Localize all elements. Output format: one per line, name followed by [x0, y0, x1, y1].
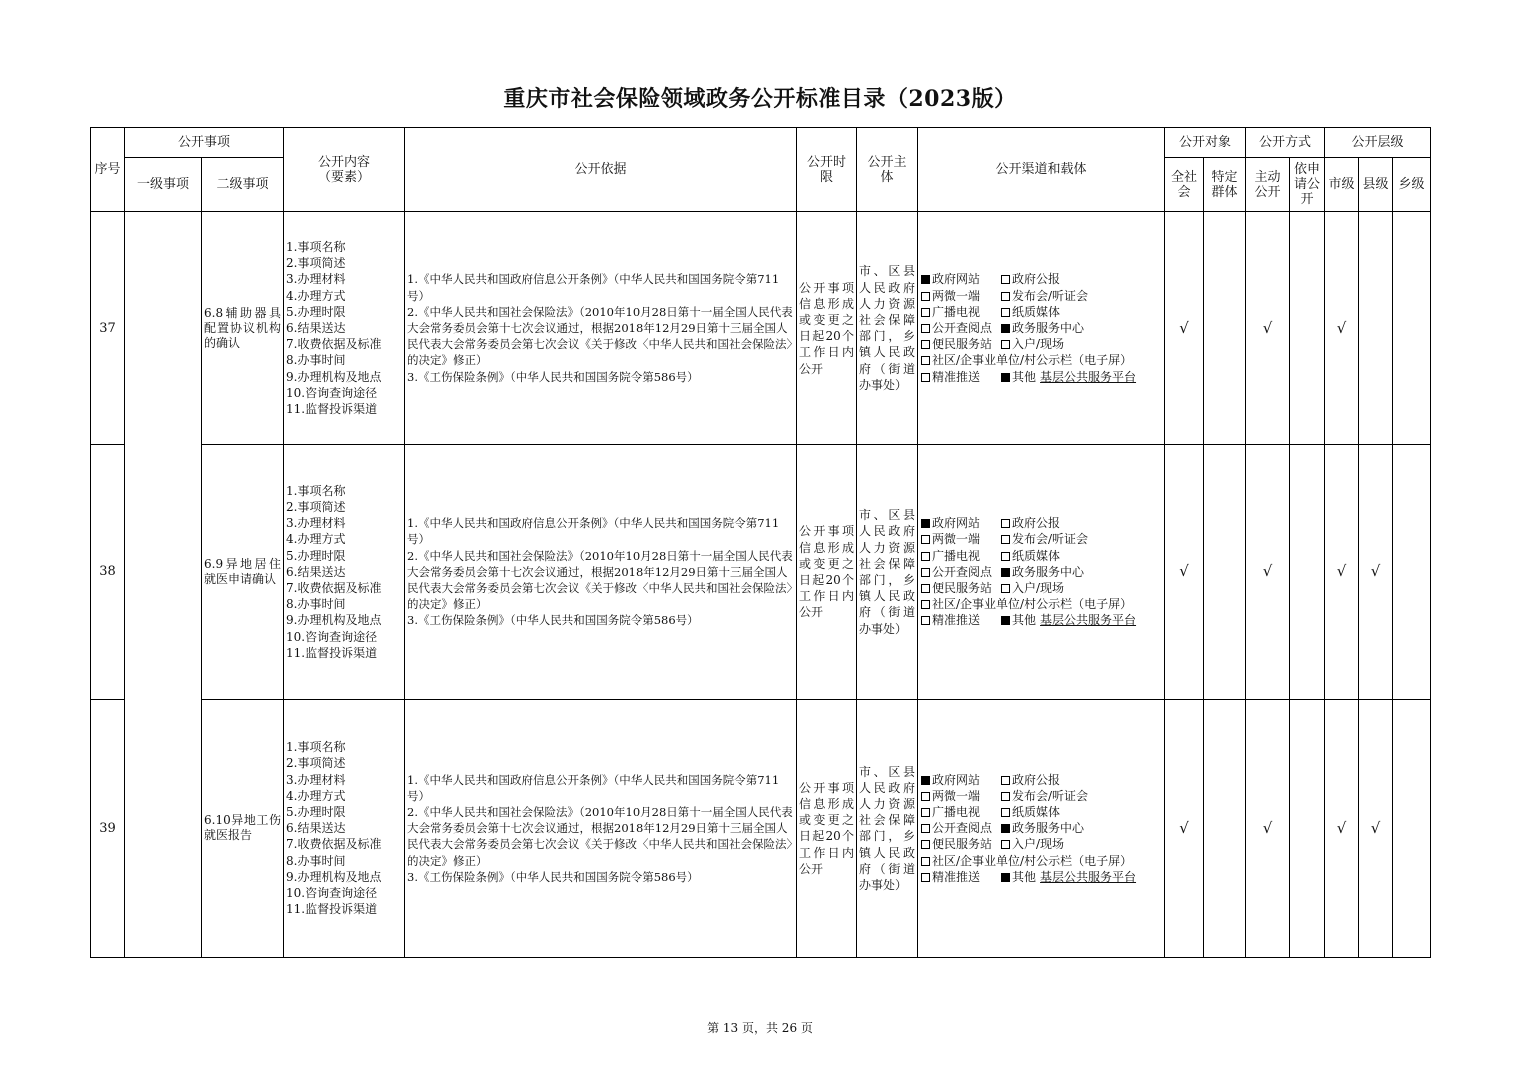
header-level-city: 市级 [1325, 158, 1359, 212]
channel-option [921, 804, 1001, 820]
channel-option [921, 612, 1001, 628]
channel-label: 便民服务站 [932, 337, 993, 352]
channel-option [921, 369, 1001, 385]
channel-label: 政府网站 [932, 516, 981, 531]
row-content [284, 699, 405, 957]
checked-box-icon [1001, 873, 1010, 882]
channel-option [1001, 564, 1084, 580]
row-mark-request [1290, 445, 1325, 699]
unchecked-box-icon [1001, 519, 1010, 528]
channel-option [921, 580, 1001, 596]
channel-option [1001, 369, 1136, 385]
basis-item: 3.《工伤保险条例》（中华人民共和国国务院令第586号） [407, 369, 699, 384]
channel-option [1001, 836, 1064, 852]
unchecked-box-icon [1001, 535, 1010, 544]
row-mark-specific [1204, 212, 1246, 445]
checked-box-icon [1001, 824, 1010, 833]
channel-option [1001, 804, 1060, 820]
unchecked-box-icon [1001, 292, 1010, 301]
content-item: 3.办理材料 [286, 516, 346, 531]
channel-option [921, 288, 1001, 304]
unchecked-box-icon [921, 873, 930, 882]
channel-label: 发布会/听证会 [1012, 788, 1089, 803]
channel-label: 政务服务中心 [1012, 564, 1085, 579]
channel-option [1001, 548, 1060, 564]
row-level2: 6.9异地居住就医申请确认 [202, 445, 284, 699]
header-content: 公开内容（要素） [284, 128, 405, 212]
content-item: 11.监督投诉渠道 [286, 402, 378, 417]
channel-note: 基层公共服务平台 [1040, 869, 1137, 884]
unchecked-box-icon [921, 616, 930, 625]
row-level1 [125, 212, 202, 958]
row-basis [405, 212, 797, 445]
header-seq: 序号 [91, 128, 125, 212]
channel-label: 两微一端 [932, 532, 981, 547]
checked-box-icon [921, 776, 930, 785]
unchecked-box-icon [921, 808, 930, 817]
table-header [91, 128, 1431, 212]
channel-option [1001, 580, 1064, 596]
row-subject: 市、区县人民政府人力资源社会保障部门，乡镇人民政府（街道办事处） [857, 212, 918, 445]
content-item: 3.办理材料 [286, 772, 346, 787]
page-title: 重庆市社会保险领域政务公开标准目录（2023版） [503, 86, 1017, 112]
channel-label: 发布会/听证会 [1012, 288, 1089, 303]
row-mark-city: √ [1325, 445, 1359, 699]
row-level2: 6.10异地工伤就医报告 [202, 699, 284, 957]
row-seq: 39 [91, 699, 125, 957]
content-item: 5.办理时限 [286, 805, 346, 820]
channel-option [921, 352, 1132, 368]
row-time-limit: 公开事项信息形成或变更之日起20个工作日内公开 [797, 212, 857, 445]
channel-label: 纸质媒体 [1012, 805, 1061, 820]
basis-item: 1.《中华人民共和国政府信息公开条例》（中华人民共和国国务院令第711号） [407, 772, 780, 803]
channel-line [921, 788, 1161, 804]
content-item: 7.收费依据及标准 [286, 337, 382, 352]
page-footer: 第 13 页，共 26 页 [707, 1021, 813, 1035]
unchecked-box-icon [1001, 776, 1010, 785]
channel-line [921, 836, 1161, 852]
content-item: 5.办理时限 [286, 548, 346, 563]
row-mark-county [1359, 212, 1393, 445]
channel-label: 政府公报 [1012, 516, 1061, 531]
channel-line [921, 820, 1161, 836]
channel-line [921, 271, 1161, 287]
row-mark-active: √ [1246, 212, 1290, 445]
unchecked-box-icon [921, 340, 930, 349]
unchecked-box-icon [921, 324, 930, 333]
channel-line [921, 853, 1161, 869]
row-channels [918, 699, 1165, 957]
header-level-county: 县级 [1359, 158, 1393, 212]
header-level: 公开层级 [1325, 128, 1431, 158]
channel-label: 公开查阅点 [932, 821, 993, 836]
row-seq: 37 [91, 212, 125, 445]
row-level2: 6.8辅助器具配置协议机构的确认 [202, 212, 284, 445]
content-item: 6.结果送达 [286, 321, 346, 336]
channel-option [1001, 612, 1136, 628]
unchecked-box-icon [1001, 808, 1010, 817]
unchecked-box-icon [921, 535, 930, 544]
unchecked-box-icon [1001, 340, 1010, 349]
header-matters: 公开事项 [125, 128, 284, 158]
row-time-limit: 公开事项信息形成或变更之日起20个工作日内公开 [797, 699, 857, 957]
content-item: 1.事项名称 [286, 740, 346, 755]
channel-label: 纸质媒体 [1012, 548, 1061, 563]
channel-line [921, 352, 1161, 368]
basis-item: 1.《中华人民共和国政府信息公开条例》（中华人民共和国国务院令第711号） [407, 516, 780, 547]
unchecked-box-icon [921, 584, 930, 593]
channel-note: 基层公共服务平台 [1040, 613, 1137, 628]
row-mark-all: √ [1165, 699, 1204, 957]
header-method-request: 依申请公开 [1290, 158, 1325, 212]
unchecked-box-icon [921, 857, 930, 866]
channel-option [921, 271, 1001, 287]
checked-box-icon [1001, 568, 1010, 577]
unchecked-box-icon [921, 356, 930, 365]
row-mark-all: √ [1165, 212, 1204, 445]
channel-option [921, 548, 1001, 564]
row-mark-request [1290, 212, 1325, 445]
channel-option [921, 853, 1132, 869]
content-item: 2.事项简述 [286, 500, 346, 515]
channel-option [1001, 336, 1064, 352]
channel-line [921, 596, 1161, 612]
unchecked-box-icon [921, 824, 930, 833]
row-subject: 市、区县人民政府人力资源社会保障部门，乡镇人民政府（街道办事处） [857, 445, 918, 699]
content-item: 6.结果送达 [286, 821, 346, 836]
row-mark-town [1393, 699, 1431, 957]
content-item: 8.办事时间 [286, 353, 346, 368]
channel-option [1001, 788, 1088, 804]
channel-line [921, 564, 1161, 580]
content-item: 7.收费依据及标准 [286, 837, 382, 852]
unchecked-box-icon [921, 792, 930, 801]
header-level2: 二级事项 [202, 158, 284, 212]
content-item: 9.办理机构及地点 [286, 613, 382, 628]
channel-option [921, 788, 1001, 804]
content-item: 2.事项简述 [286, 256, 346, 271]
channel-label: 其他 [1012, 369, 1037, 384]
channel-label: 广播电视 [932, 548, 981, 563]
channel-label: 便民服务站 [932, 837, 993, 852]
channel-option [1001, 820, 1084, 836]
channel-label: 政务服务中心 [1012, 321, 1085, 336]
channel-option [921, 564, 1001, 580]
unchecked-box-icon [921, 308, 930, 317]
header-audience-all: 全社会 [1165, 158, 1204, 212]
basis-item: 3.《工伤保险条例》（中华人民共和国国务院令第586号） [407, 869, 699, 884]
checked-box-icon [921, 519, 930, 528]
channel-label: 发布会/听证会 [1012, 532, 1089, 547]
channel-label: 精准推送 [932, 369, 981, 384]
checked-box-icon [1001, 324, 1010, 333]
row-content [284, 212, 405, 445]
basis-item: 1.《中华人民共和国政府信息公开条例》（中华人民共和国国务院令第711号） [407, 272, 780, 303]
channel-note: 基层公共服务平台 [1040, 369, 1137, 384]
content-item: 4.办理方式 [286, 532, 346, 547]
channel-label: 政务服务中心 [1012, 821, 1085, 836]
channel-label: 社区/企事业单位/村公示栏（电子屏） [932, 353, 1133, 368]
channel-option [1001, 304, 1060, 320]
basis-item: 2.《中华人民共和国社会保险法》（2010年10月28日第十一届全国人民代表大会常务委员会第十七次会议通过，根据2018年12月29日第十三届全国人民代表大会常务委员会第七次会议《关于修改〈中华人民共和国社会保险法〉的决定》修正） [407, 805, 793, 868]
channel-label: 广播电视 [932, 304, 981, 319]
table-row [91, 212, 1431, 445]
row-mark-city: √ [1325, 699, 1359, 957]
header-channels: 公开渠道和载体 [918, 128, 1165, 212]
channel-option [1001, 515, 1060, 531]
header-level-town: 乡级 [1393, 158, 1431, 212]
channel-option [1001, 869, 1136, 885]
channel-label: 广播电视 [932, 805, 981, 820]
content-item: 10.咨询查询途径 [286, 385, 378, 400]
content-item: 10.咨询查询途径 [286, 629, 378, 644]
catalog-table [90, 127, 1431, 958]
unchecked-box-icon [1001, 308, 1010, 317]
channel-option [1001, 320, 1084, 336]
channel-line [921, 804, 1161, 820]
channel-label: 政府公报 [1012, 772, 1061, 787]
channel-line [921, 772, 1161, 788]
channel-label: 公开查阅点 [932, 321, 993, 336]
channel-label: 入户/现场 [1012, 337, 1065, 352]
channel-line [921, 612, 1161, 628]
row-mark-county: √ [1359, 445, 1393, 699]
channel-line [921, 531, 1161, 547]
content-item: 3.办理材料 [286, 272, 346, 287]
channel-label: 其他 [1012, 613, 1037, 628]
content-item: 8.办事时间 [286, 597, 346, 612]
row-mark-all: √ [1165, 445, 1204, 699]
channel-option [921, 836, 1001, 852]
content-item: 5.办理时限 [286, 304, 346, 319]
row-time-limit: 公开事项信息形成或变更之日起20个工作日内公开 [797, 445, 857, 699]
channel-label: 纸质媒体 [1012, 304, 1061, 319]
content-item: 4.办理方式 [286, 788, 346, 803]
unchecked-box-icon [921, 840, 930, 849]
header-method: 公开方式 [1246, 128, 1325, 158]
row-mark-request [1290, 699, 1325, 957]
channel-line [921, 336, 1161, 352]
channel-option [921, 304, 1001, 320]
unchecked-box-icon [1001, 792, 1010, 801]
content-item: 2.事项简述 [286, 756, 346, 771]
channel-label: 政府公报 [1012, 272, 1061, 287]
header-method-active: 主动公开 [1246, 158, 1290, 212]
content-item: 1.事项名称 [286, 483, 346, 498]
content-item: 11.监督投诉渠道 [286, 902, 378, 917]
channel-label: 社区/企事业单位/村公示栏（电子屏） [932, 853, 1133, 868]
header-subject: 公开主体 [857, 128, 918, 212]
channel-option [1001, 772, 1060, 788]
row-channels [918, 445, 1165, 699]
channel-line [921, 304, 1161, 320]
unchecked-box-icon [921, 600, 930, 609]
checked-box-icon [1001, 373, 1010, 382]
channel-option [1001, 531, 1088, 547]
row-mark-specific [1204, 699, 1246, 957]
unchecked-box-icon [1001, 552, 1010, 561]
content-item: 9.办理机构及地点 [286, 369, 382, 384]
channel-label: 入户/现场 [1012, 837, 1065, 852]
channel-label: 精准推送 [932, 613, 981, 628]
channel-option [921, 320, 1001, 336]
channel-line [921, 548, 1161, 564]
channel-option [921, 869, 1001, 885]
channel-label: 两微一端 [932, 788, 981, 803]
row-content [284, 445, 405, 699]
row-mark-town [1393, 212, 1431, 445]
channel-label: 社区/企事业单位/村公示栏（电子屏） [932, 597, 1133, 612]
row-subject: 市、区县人民政府人力资源社会保障部门，乡镇人民政府（街道办事处） [857, 699, 918, 957]
header-audience: 公开对象 [1165, 128, 1246, 158]
unchecked-box-icon [921, 292, 930, 301]
unchecked-box-icon [1001, 584, 1010, 593]
channel-line [921, 369, 1161, 385]
channel-option [921, 531, 1001, 547]
row-seq: 38 [91, 445, 125, 699]
row-mark-town [1393, 445, 1431, 699]
channel-line [921, 869, 1161, 885]
content-item: 4.办理方式 [286, 288, 346, 303]
channel-line [921, 580, 1161, 596]
channel-line [921, 320, 1161, 336]
channel-label: 其他 [1012, 869, 1037, 884]
row-mark-active: √ [1246, 699, 1290, 957]
channel-label: 便民服务站 [932, 581, 993, 596]
channel-option [1001, 271, 1060, 287]
content-item: 10.咨询查询途径 [286, 886, 378, 901]
content-item: 8.办事时间 [286, 853, 346, 868]
content-item: 1.事项名称 [286, 240, 346, 255]
row-basis [405, 445, 797, 699]
row-basis [405, 699, 797, 957]
header-level1: 一级事项 [125, 158, 202, 212]
basis-item: 2.《中华人民共和国社会保险法》（2010年10月28日第十一届全国人民代表大会常务委员会第十七次会议通过，根据2018年12月29日第十三届全国人民代表大会常务委员会第七次会议《关于修改〈中华人民共和国社会保险法〉的决定》修正） [407, 304, 793, 368]
unchecked-box-icon [921, 552, 930, 561]
content-item: 6.结果送达 [286, 564, 346, 579]
row-mark-city: √ [1325, 212, 1359, 445]
table-body [91, 212, 1431, 958]
channel-label: 精准推送 [932, 869, 981, 884]
channel-option [1001, 288, 1088, 304]
row-mark-specific [1204, 445, 1246, 699]
unchecked-box-icon [1001, 840, 1010, 849]
basis-item: 2.《中华人民共和国社会保险法》（2010年10月28日第十一届全国人民代表大会常务委员会第十七次会议通过，根据2018年12月29日第十三届全国人民代表大会常务委员会第七次会议《关于修改〈中华人民共和国社会保险法〉的决定》修正） [407, 548, 793, 612]
channel-line [921, 515, 1161, 531]
header-basis: 公开依据 [405, 128, 797, 212]
content-item: 11.监督投诉渠道 [286, 645, 378, 660]
channel-option [921, 336, 1001, 352]
row-channels [918, 212, 1165, 445]
channel-label: 政府网站 [932, 772, 981, 787]
channel-label: 政府网站 [932, 272, 981, 287]
channel-line [921, 288, 1161, 304]
channel-label: 两微一端 [932, 288, 981, 303]
checked-box-icon [1001, 616, 1010, 625]
channel-option [921, 772, 1001, 788]
content-item: 9.办理机构及地点 [286, 869, 382, 884]
content-item: 7.收费依据及标准 [286, 581, 382, 596]
table-row [91, 445, 1431, 699]
row-mark-county: √ [1359, 699, 1393, 957]
header-audience-specific: 特定群体 [1204, 158, 1246, 212]
basis-item: 3.《工伤保险条例》（中华人民共和国国务院令第586号） [407, 613, 699, 628]
row-mark-active: √ [1246, 445, 1290, 699]
channel-label: 入户/现场 [1012, 581, 1065, 596]
unchecked-box-icon [921, 568, 930, 577]
header-time-limit: 公开时限 [797, 128, 857, 212]
table-row [91, 699, 1431, 957]
channel-label: 公开查阅点 [932, 564, 993, 579]
unchecked-box-icon [921, 373, 930, 382]
channel-option [921, 515, 1001, 531]
channel-option [921, 596, 1132, 612]
checked-box-icon [921, 275, 930, 284]
channel-option [921, 820, 1001, 836]
unchecked-box-icon [1001, 275, 1010, 284]
